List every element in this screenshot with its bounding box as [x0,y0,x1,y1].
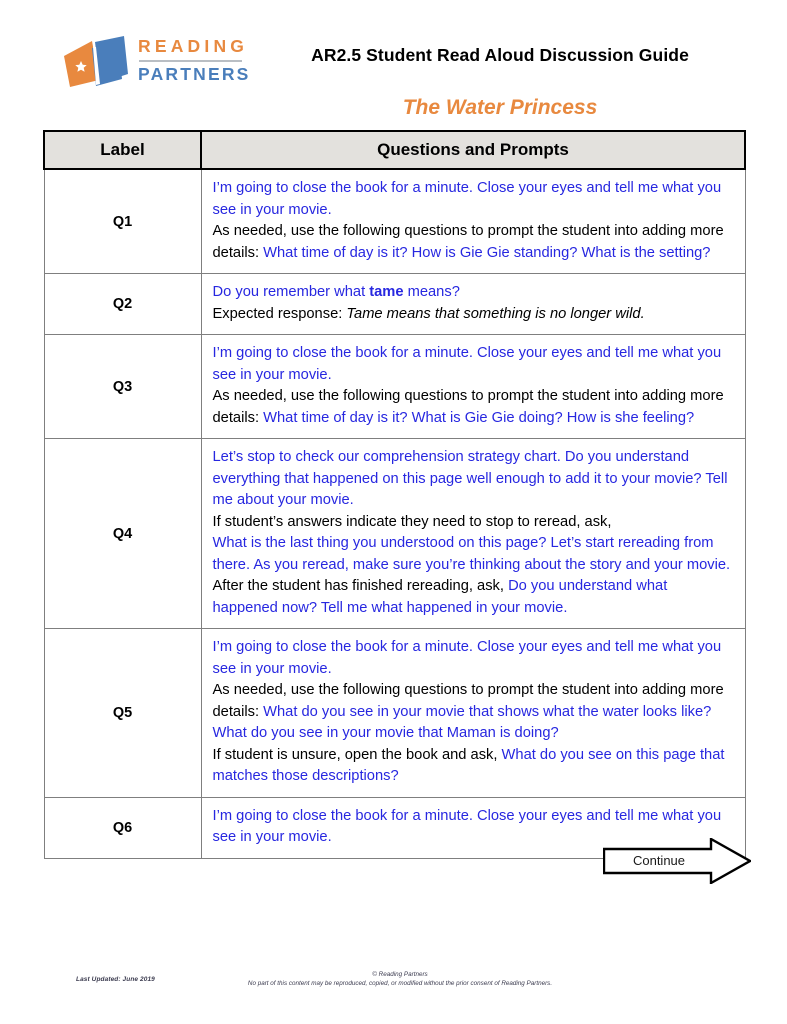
prompt-text: As needed, use the following questions to prompt the student into adding more details: [212,682,724,720]
row-label-q5: Q5 [44,629,201,798]
footer-band [0,1010,787,1024]
prompt-paragraph [213,221,735,264]
prompt-paragraph [213,533,735,576]
prompt-text: What do you see in your movie that shows what the water looks like? What do you see in your movie that Maman is doing? [212,703,712,741]
page-footer [0,971,787,1024]
prompt-text: Do you understand what happened now? Tell me what happened in your movie. [212,578,668,616]
row-label-q4: Q4 [44,439,201,629]
copyright-text [140,970,660,988]
prompt-text: After the student has finished rereading, ask, [212,578,509,594]
table-row [44,629,745,798]
prompt-text: I’m going to close the book for a minute. Close your eyes and tell me what you see in your movie. [212,180,722,218]
prompt-paragraph [213,745,735,788]
prompt-text: Expected response: [212,305,347,322]
prompt-paragraph [213,282,735,304]
row-prompt-q2 [201,274,745,335]
logo-divider [139,60,242,62]
table-row [44,274,745,335]
row-prompt-q3 [201,335,745,439]
prompt-paragraph [213,512,735,534]
prompt-paragraph [213,343,735,386]
questions-and-prompts-table [43,130,746,859]
open-book-icon [62,34,132,92]
prompt-paragraph [213,637,735,680]
prompt-text: I’m going to close the book for a minute. Close your eyes and tell me what you see in your movie. [212,807,722,845]
prompt-text: If student’s answers indicate they need to stop to reread, ask, [212,513,612,530]
prompt-text: As needed, use the following questions to prompt the student into adding more details: [212,388,724,426]
table-row [44,335,745,439]
row-prompt-q4 [201,439,745,629]
logo-word-partners: PARTNERS [138,64,251,84]
prompt-paragraph [213,447,735,512]
prompt-paragraph [213,304,735,326]
prompt-text: If student is unsure, open the book and ask, [212,746,502,763]
table-header-row [44,131,745,169]
page-title: AR2.5 Student Read Aloud Discussion Guide [311,45,689,65]
table-body [44,169,745,858]
column-header-questions: Questions and Prompts [201,131,745,169]
logo-word-reading: READING [138,36,249,56]
copyright-line-1: © Reading Partners [372,971,428,978]
table-row [44,169,745,274]
row-label-q1: Q1 [44,169,201,274]
prompt-paragraph [213,680,735,745]
row-label-q2: Q2 [44,274,201,335]
book-title: The Water Princess [402,96,598,119]
row-prompt-q5 [201,629,745,798]
prompt-text: What time of day is it? How is Gie Gie standing? What is the setting? [263,244,711,261]
prompt-text: What is the last thing you understood on this page? Let’s start rereading from there. As you reread, make sure you’re thinking about the story and your movie. [212,535,731,573]
prompt-paragraph [213,386,735,429]
prompt-text: As needed, use the following questions to prompt the student into adding more details: [212,223,724,261]
table-row [44,439,745,629]
row-prompt-q1 [201,169,745,274]
prompt-paragraph [213,576,735,619]
continue-label: Continue [632,853,686,868]
row-label-q3: Q3 [44,335,201,439]
prompt-text: What time of day is it? What is Gie Gie doing? How is she feeling? [263,409,695,426]
prompt-text: What do you see on this page that matches those descriptions? [212,746,725,784]
prompt-text: Tame means that something is no longer wild. [346,305,645,322]
prompt-text: I’m going to close the book for a minute. Close your eyes and tell me what you see in your movie. [212,345,722,383]
prompt-text: Do you remember what [212,284,370,300]
column-header-label: Label [44,131,201,169]
copyright-line-2: No part of this content may be reproduced, copied, or modified without the prior consent of Reading Partners. [247,980,553,987]
last-updated-text: Last Updated: June 2019 [76,976,155,983]
page-header [0,0,787,128]
prompt-text: means? [403,284,460,300]
prompt-text: tame [369,284,404,300]
prompt-text: I’m going to close the book for a minute. Close your eyes and tell me what you see in your movie. [212,639,722,677]
row-label-q6: Q6 [44,797,201,858]
prompt-text: Let’s stop to check our comprehension strategy chart. Do you understand everything that happened on this page well enough to add it to your movie? Tell me about your movie. [212,449,728,508]
prompt-paragraph [213,178,735,221]
reading-partners-logo [62,32,252,94]
